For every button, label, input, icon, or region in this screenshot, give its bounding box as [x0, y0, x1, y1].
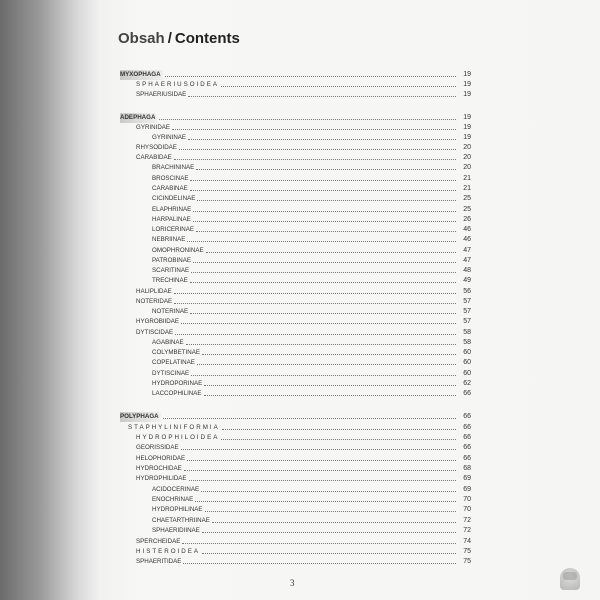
toc-entry-leader [163, 418, 456, 419]
toc-entry-label: SPHAERIUSIDAE [136, 91, 187, 98]
toc-entry-leader [191, 375, 456, 376]
toc-entry-leader [188, 96, 456, 97]
toc-entry-page: 60 [463, 349, 471, 356]
toc-entry-leader [184, 470, 456, 471]
toc-entry [0, 547, 472, 557]
title-slash: / [167, 30, 172, 47]
toc-entry [0, 433, 472, 443]
toc-entry-page: 25 [463, 206, 471, 213]
toc-entry-leader [193, 211, 456, 212]
toc-entry-leader [174, 159, 456, 160]
toc-entry-leader [190, 190, 456, 191]
toc-entry-label: SPHAERIUSOIDEA [136, 81, 220, 88]
toc-entry-label: SPHAERIDIINAE [152, 527, 200, 534]
toc-entry-label: SPHAERITIDAE [136, 558, 182, 565]
toc-entry-leader [202, 532, 456, 533]
toc-entry-leader [196, 231, 456, 232]
toc-entry-leader [186, 344, 456, 345]
toc-entry [0, 537, 472, 547]
toc-entry [0, 174, 472, 184]
toc-entry-page: 20 [463, 164, 471, 171]
toc-entry-page: 66 [463, 390, 471, 397]
toc-entry-leader [221, 86, 456, 87]
toc-entry [0, 184, 472, 194]
toc-entry-page: 25 [463, 195, 471, 202]
toc-entry [0, 389, 472, 399]
toc-entry-label: HISTEROIDEA [136, 548, 200, 555]
toc-entry [0, 133, 472, 143]
toc-entry-leader [193, 262, 456, 263]
toc-entry [0, 348, 472, 358]
toc-entry-page: 75 [463, 548, 471, 555]
toc-entry-label: HELOPHORIDAE [136, 455, 186, 462]
toc-entry [0, 266, 472, 276]
toc-entry-label: COLYMBETINAE [152, 349, 201, 356]
toc-entry-leader [183, 563, 456, 564]
toc-entry [0, 526, 472, 536]
toc-entry-label: BRACHININAE [152, 164, 195, 171]
toc-entry [0, 256, 472, 266]
toc-entry [0, 143, 472, 153]
toc-entry-leader [174, 303, 456, 304]
toc-entry-label: GYRINIDAE [136, 124, 171, 131]
toc-entry-page: 19 [463, 114, 471, 121]
toc-entry-page: 68 [463, 465, 471, 472]
toc-entry-page: 20 [463, 154, 471, 161]
toc-entry-leader [187, 460, 456, 461]
toc-entry-label: LORICERINAE [152, 226, 194, 233]
toc-entry-label: CICINDELINAE [152, 195, 196, 202]
toc-entry [0, 474, 472, 484]
toc-entry [0, 215, 472, 225]
toc-entry-label: PATROBINAE [152, 257, 191, 264]
toc-entry-leader [195, 501, 456, 502]
toc-entry-leader [221, 439, 456, 440]
publisher-logo [560, 568, 580, 590]
toc-entry-label: CARABIDAE [136, 154, 172, 161]
toc-entry-leader [202, 354, 456, 355]
toc-entry [0, 495, 472, 505]
toc-entry [0, 123, 472, 133]
title-czech: Obsah [118, 30, 165, 47]
toc-entry-label: RHYSODIDAE [136, 144, 177, 151]
toc-entry [0, 317, 472, 327]
toc-entry-label: STAPHYLINIFORMIA [128, 424, 220, 431]
toc-entry-label: OMOPHRONINAE [152, 247, 204, 254]
toc-entry-page: 47 [463, 257, 471, 264]
toc-entry-leader [193, 221, 456, 222]
toc-entry-label: CHAETARTHRIINAE [152, 517, 210, 524]
toc-entry-page: 66 [463, 434, 471, 441]
toc-entry-leader [188, 139, 456, 140]
toc-entry-page: 66 [463, 413, 471, 420]
toc-entry [0, 358, 472, 368]
toc-entry [0, 485, 472, 495]
toc-entry [0, 505, 472, 515]
toc-entry-label: ADEPHAGA [120, 114, 156, 121]
toc-entry-leader [222, 429, 456, 430]
toc-entry-label: NOTERINAE [152, 308, 189, 315]
toc-entry-leader [190, 282, 456, 283]
toc-entry-leader [181, 449, 456, 450]
toc-entry [0, 287, 472, 297]
toc-entry-page: 60 [463, 370, 471, 377]
toc-entry-page: 47 [463, 247, 471, 254]
toc-entry-label: DYTISCIDAE [136, 329, 174, 336]
toc-entry-leader [190, 313, 456, 314]
toc-entry-label: BROSCINAE [152, 175, 189, 182]
toc-entry [0, 423, 472, 433]
toc-entry [0, 113, 472, 123]
toc-entry-leader [206, 252, 456, 253]
toc-entry-page: 26 [463, 216, 471, 223]
toc-entry-page: 19 [463, 81, 471, 88]
toc-entry [0, 443, 472, 453]
toc-entry-label: HYDROPHILOIDEA [136, 434, 220, 441]
title-english: Contents [174, 30, 240, 47]
toc-entry-page: 66 [463, 444, 471, 451]
toc-entry-page: 46 [463, 226, 471, 233]
toc-entry [0, 70, 472, 80]
toc-entry-label: HYDROPHILINAE [152, 506, 203, 513]
toc-entry-label: NEBRIINAE [152, 236, 186, 243]
toc-entry-page: 21 [463, 175, 471, 182]
toc-entry-label: TRECHINAE [152, 277, 188, 284]
toc-entry-leader [205, 511, 456, 512]
page-title [118, 30, 240, 47]
toc-entry [0, 464, 472, 474]
toc-entry-leader [181, 323, 456, 324]
toc-entry-page: 19 [463, 124, 471, 131]
toc-entry-page: 49 [463, 277, 471, 284]
toc-entry [0, 369, 472, 379]
toc-entry-page: 72 [463, 527, 471, 534]
toc-entry-label: DYTISCINAE [152, 370, 190, 377]
toc-entry-page: 46 [463, 236, 471, 243]
toc-entry-page: 56 [463, 288, 471, 295]
toc-entry-page: 48 [463, 267, 471, 274]
toc-entry-label: ACIDOCERINAE [152, 486, 200, 493]
toc-entry-page: 70 [463, 506, 471, 513]
toc-entry-leader [202, 553, 456, 554]
toc-entry-page: 19 [463, 134, 471, 141]
toc-entry-label: SCARITINAE [152, 267, 190, 274]
toc-entry-leader [197, 364, 456, 365]
toc-entry-page: 75 [463, 558, 471, 565]
toc-entry [0, 205, 472, 215]
toc-entry-label: ENOCHRINAE [152, 496, 194, 503]
toc-entry-label: HARPALINAE [152, 216, 191, 223]
toc-entry-page: 19 [463, 91, 471, 98]
toc-entry-label: CARABINAE [152, 185, 188, 192]
toc-entry-page: 66 [463, 424, 471, 431]
toc-entry-leader [174, 293, 456, 294]
toc-entry-page: 69 [463, 475, 471, 482]
toc-entry-label: AGABINAE [152, 339, 184, 346]
toc-entry [0, 235, 472, 245]
toc-entry-page: 74 [463, 538, 471, 545]
toc-entry-leader [172, 129, 456, 130]
toc-entry-leader [159, 119, 456, 120]
toc-entry-leader [204, 385, 456, 386]
toc-entry-page: 19 [463, 71, 471, 78]
toc-entry [0, 297, 472, 307]
toc-entry [0, 225, 472, 235]
toc-entry-page: 70 [463, 496, 471, 503]
toc-entry-page: 21 [463, 185, 471, 192]
toc-entry-leader [201, 491, 456, 492]
toc-entry-page: 57 [463, 318, 471, 325]
toc-entry-leader [204, 395, 456, 396]
toc-entry-label: NOTERIDAE [136, 298, 173, 305]
toc-entry-page: 62 [463, 380, 471, 387]
toc-entry [0, 80, 472, 90]
toc-entry-label: GYRININAE [152, 134, 187, 141]
toc-entry-page: 57 [463, 298, 471, 305]
toc-entry-leader [179, 149, 456, 150]
page-number: 3 [290, 578, 295, 588]
toc-entry [0, 379, 472, 389]
toc-entry [0, 276, 472, 286]
toc-entry-leader [212, 522, 456, 523]
toc-entry-label: POLYPHAGA [120, 413, 159, 420]
toc-entry-label: COPELATINAE [152, 359, 195, 366]
toc-entry-page: 20 [463, 144, 471, 151]
toc-entry-leader [187, 241, 456, 242]
toc-entry-page: 58 [463, 339, 471, 346]
toc-entry-label: HYDROPHILIDAE [136, 475, 187, 482]
toc-entry [0, 338, 472, 348]
toc-entry [0, 412, 472, 422]
toc-entry-leader [165, 76, 456, 77]
toc-entry-leader [197, 200, 456, 201]
toc-entry [0, 307, 472, 317]
toc-entry-leader [191, 272, 456, 273]
toc-entry-label: ELAPHRINAE [152, 206, 192, 213]
toc-entry-page: 66 [463, 455, 471, 462]
toc-entry-page: 72 [463, 517, 471, 524]
toc-entry-label: MYXOPHAGA [120, 71, 161, 78]
toc-entry [0, 153, 472, 163]
toc-entry-page: 57 [463, 308, 471, 315]
toc-entry [0, 163, 472, 173]
toc-entry-leader [182, 543, 456, 544]
toc-entry-page: 69 [463, 486, 471, 493]
toc-entry-leader [196, 169, 456, 170]
toc-entry-label: HYDROPORINAE [152, 380, 203, 387]
toc-entry-label: HYDROCHIDAE [136, 465, 182, 472]
toc-entry-label: SPERCHEIDAE [136, 538, 181, 545]
toc-entry [0, 328, 472, 338]
toc-entry-label: HYGROBIIDAE [136, 318, 179, 325]
toc-entry-leader [189, 480, 456, 481]
toc-entry-leader [175, 334, 456, 335]
toc-entry [0, 90, 472, 100]
toc-entry [0, 194, 472, 204]
toc-entry-label: LACCOPHILINAE [152, 390, 202, 397]
toc-entry [0, 246, 472, 256]
toc-entry-page: 60 [463, 359, 471, 366]
toc-entry [0, 557, 472, 567]
toc-entry [0, 454, 472, 464]
toc-entry-leader [190, 180, 456, 181]
toc-entry-page: 58 [463, 329, 471, 336]
toc-entry [0, 516, 472, 526]
toc-entry-label: HALIPLIDAE [136, 288, 172, 295]
toc-entry-label: GEORISSIDAE [136, 444, 179, 451]
